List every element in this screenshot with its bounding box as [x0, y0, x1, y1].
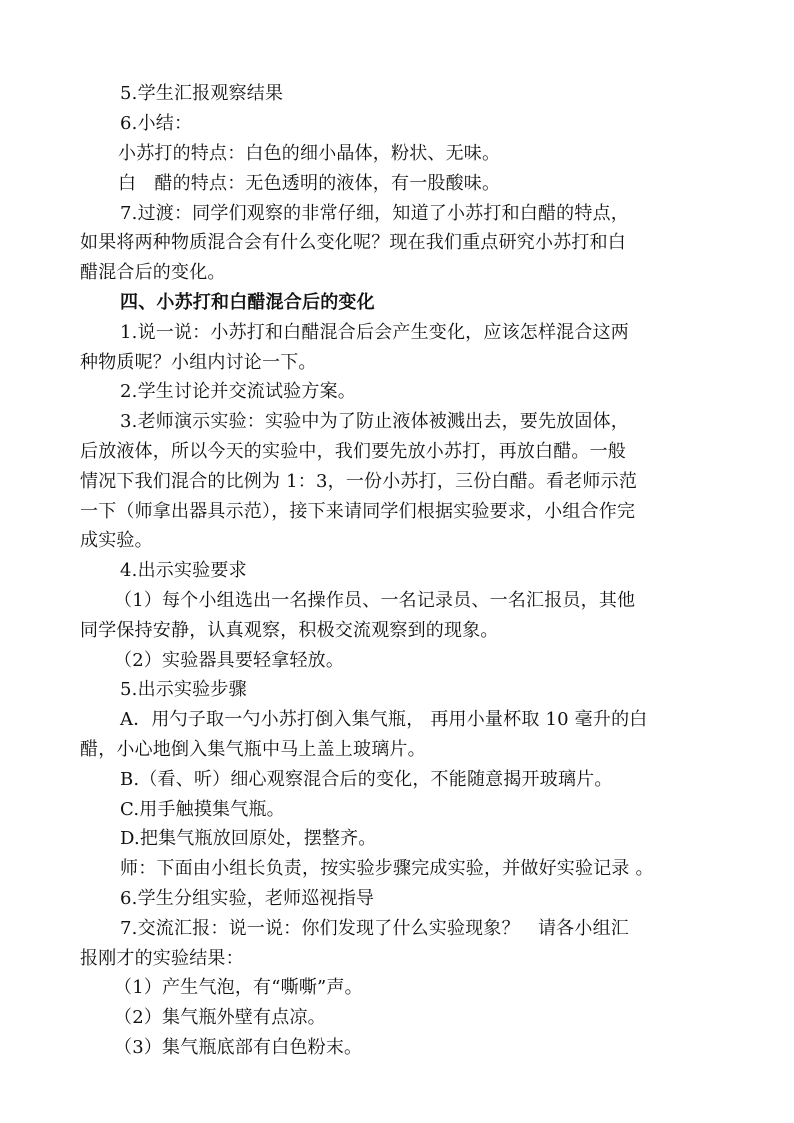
- text-line: （2）集气瓶外壁有点凉。: [114, 1007, 326, 1028]
- text-line: 1.说一说：小苏打和白醋混合后会产生变化，应该怎样混合这两: [120, 322, 629, 343]
- text-line: 4.出示实验要求: [120, 560, 247, 581]
- text-line: 醋，小心地倒入集气瓶中马上盖上玻璃片。: [80, 739, 426, 760]
- text-line: 同学保持安静，认真观察，积极交流观察到的现象。: [80, 620, 499, 641]
- text-line: 小苏打的特点：白色的细小晶体，粉状、无味。: [118, 143, 501, 164]
- text-line: 醋混合后的变化。: [80, 262, 226, 283]
- text-line: 种物质呢？小组内讨论一下。: [80, 352, 317, 373]
- text-line: 5.出示实验步骤: [120, 679, 247, 700]
- text-line: 6.学生分组实验，老师巡视指导: [120, 888, 375, 909]
- text-line: 3.老师演示实验：实验中为了防止液体被溅出去，要先放固体，: [120, 411, 629, 432]
- text-line: D.把集气瓶放回原处，摆整齐。: [120, 828, 377, 849]
- text-line: 成实验。: [80, 530, 153, 551]
- text-line: （1）每个小组选出一名操作员、一名记录员、一名汇报员，其他: [114, 590, 636, 611]
- text-line: 5.学生汇报观察结果: [120, 83, 284, 104]
- text-line: 报刚才的实验结果：: [80, 948, 244, 969]
- text-line: 后放液体，所以今天的实验中，我们要先放小苏打，再放白醋。一般: [80, 441, 626, 462]
- text-line: 6.小结：: [120, 113, 193, 134]
- text-line: B.（看、听）细心观察混合后的变化，不能随意揭开玻璃片。: [120, 769, 613, 790]
- text-line: 如果将两种物质混合会有什么变化呢？现在我们重点研究小苏打和白: [80, 232, 626, 253]
- text-line: 情况下我们混合的比例为 1：3，一份小苏打，三份白醋。看老师示范: [80, 471, 638, 492]
- text-line: 白 醋的特点：无色透明的液体，有一股酸味。: [118, 173, 501, 194]
- text-line: 7.过渡：同学们观察的非常仔细，知道了小苏打和白醋的特点，: [120, 203, 629, 224]
- text-line: （2）实验器具要轻拿轻放。: [114, 650, 345, 671]
- section-heading: 四、小苏打和白醋混合后的变化: [120, 292, 375, 313]
- text-line: C.用手触摸集气瓶。: [120, 799, 285, 820]
- text-line: （3）集气瓶底部有白色粉末。: [114, 1037, 363, 1058]
- text-line: （1）产生气泡，有“嘶嘶”声。: [114, 977, 363, 998]
- text-line: 7.交流汇报：说一说：你们发现了什么实验现象？ 请各小组汇: [120, 918, 629, 939]
- text-line: 一下（师拿出器具示范），接下来请同学们根据实验要求，小组合作完: [80, 501, 636, 522]
- text-line: 2.学生讨论并交流试验方案。: [120, 381, 356, 402]
- text-line: A．用勺子取一勺小苏打倒入集气瓶， 再用小量杯取 10 毫升的白: [120, 709, 648, 730]
- text-line: 师：下面由小组长负责，按实验步骤完成实验，并做好实验记录 。: [120, 858, 654, 879]
